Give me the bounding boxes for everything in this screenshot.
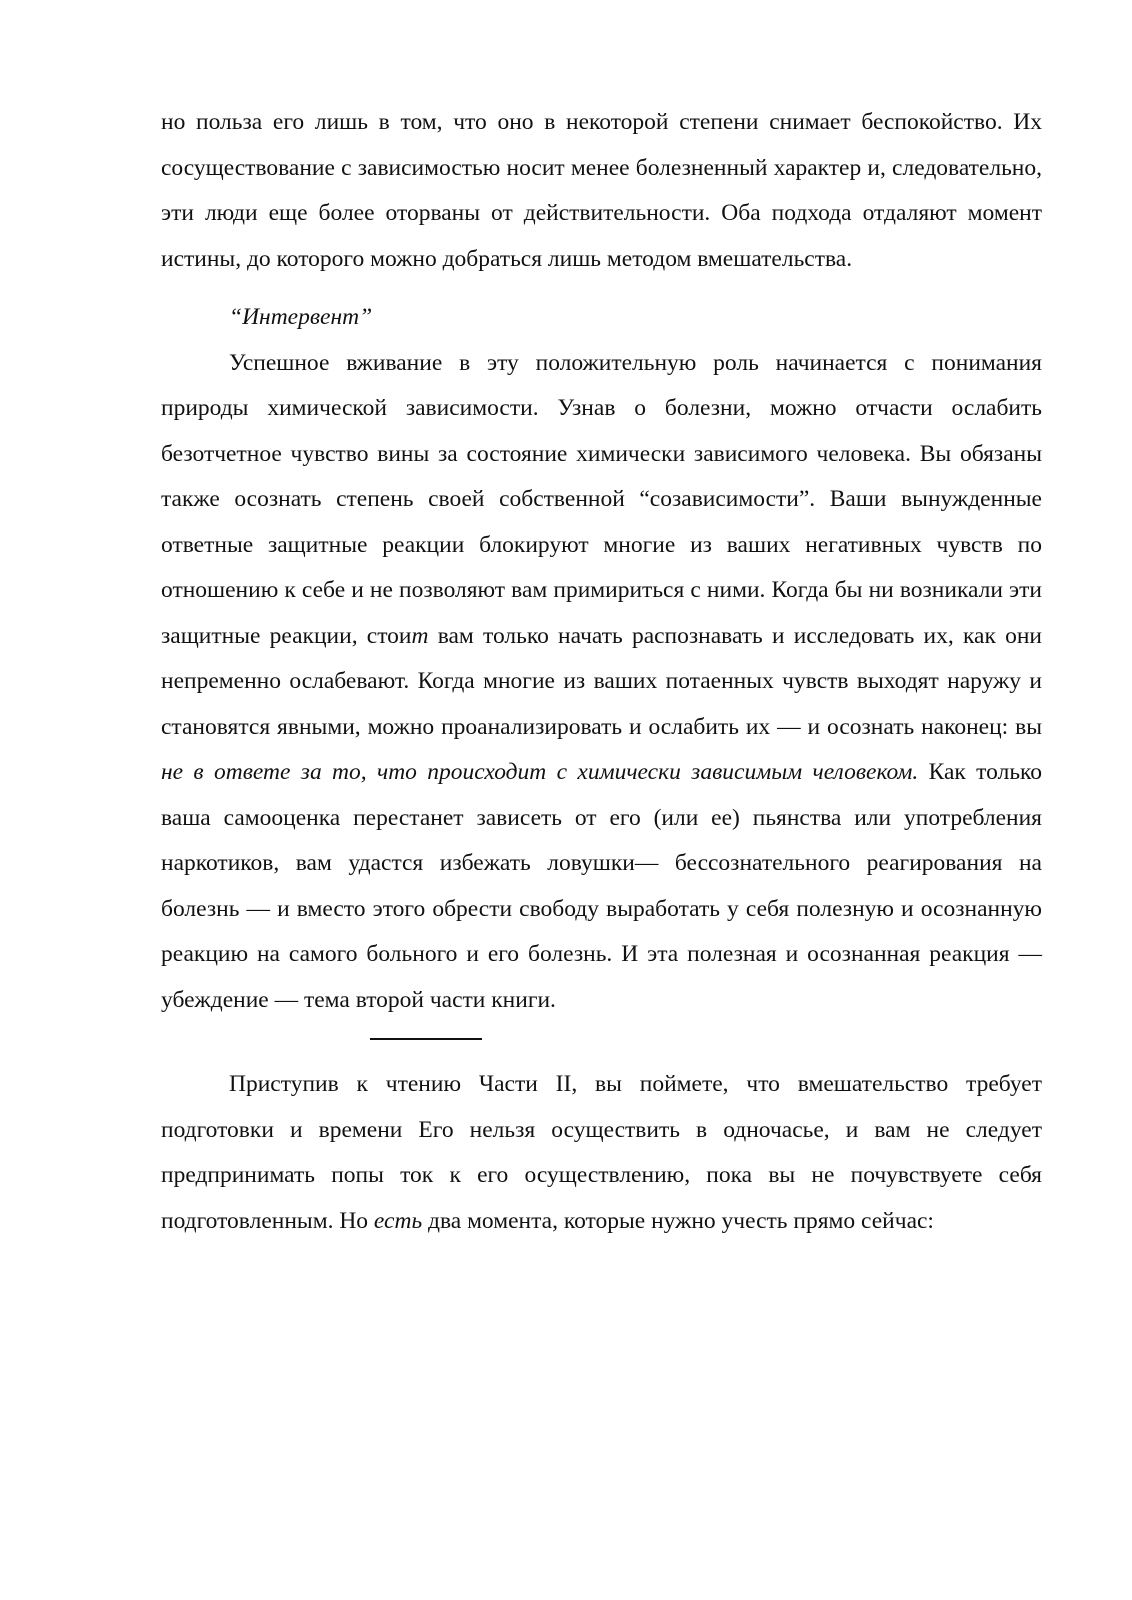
document-page bbox=[161, 100, 1042, 1244]
section-heading: “Интервент” bbox=[229, 304, 373, 330]
paragraph-italic-text: не в ответе за то, что происходит с химически зависимым человеком. bbox=[161, 759, 919, 785]
paragraph-continuation: но польза его лишь в том, что оно в некоторой степени снимает беспокойство. Их сосуществование с зависимостью носит менее болезненный характер и, следовательно, эти люди еще более оторваны от действительности. Оба подхода отдаляют момент истины, до которого можно добраться лишь методом вмешательства. bbox=[161, 109, 1042, 272]
paragraph-text: Приступив к чтению Части II, вы поймете, что вмешательство требует подготовки и времени Его нельзя осуществить в одночасье, и вам не следует предпринимать попы ток к его осуществлению, пока вы не почувствуете себя подготовленным. Но bbox=[161, 1071, 1042, 1234]
paragraph-text: вам только начать распознавать и исследовать их, как они непременно ослабевают. Когда многие из ваших потаенных чувств выходят наружу и становятся явными, можно проанализировать и ослабить их — и осознать наконец: вы bbox=[161, 622, 1042, 740]
paragraph-italic-text: т bbox=[411, 622, 429, 649]
paragraph-text: Как только ваша самооценка перестанет зависеть от его (или ее) пьянства или употребления наркотиков, вам удастся избежать ловушки— бессознательного реагирования на болезнь — и вместо этого обрести свободу выработать у себя полезную и осознанную реакцию на самого больного и его болезнь. И эта полезная и осознанная реакция — убеждение — тема второй части книги. bbox=[161, 759, 1043, 1013]
section-separator bbox=[370, 1038, 482, 1040]
paragraph-intervent-role bbox=[161, 341, 1042, 1024]
paragraph-text: два момента, которые нужно учесть прямо сейчас: bbox=[422, 1207, 934, 1234]
paragraph-italic-text: есть bbox=[373, 1207, 423, 1234]
paragraph-text: Успешное вживание в эту положительную роль начинается с понимания природы химической зависимости. Узнав о болезни, можно отчасти ослабить безотчетное чувство вины за состояние химически зависимого человека. Вы обязаны также осознать степень своей собственной “созависимости”. Ваши вынужденные ответные защитные реакции блокируют многие из ваших негативных чувств по отношению к себе и не позволяют вам примириться с ними. Когда бы ни возникали эти защитные реакции, стои bbox=[161, 349, 1042, 649]
paragraph-part-two-intro bbox=[161, 1062, 1042, 1244]
